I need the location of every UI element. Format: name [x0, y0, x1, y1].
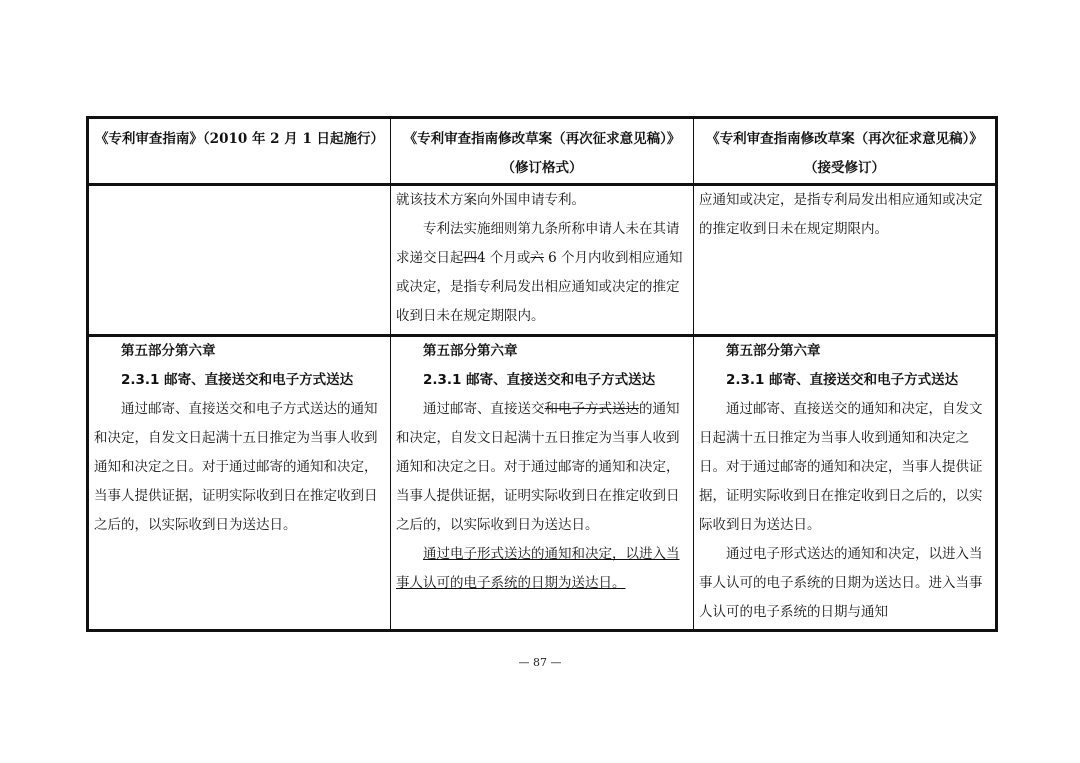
row2-tracked-heading2: 2.3.1 邮寄、直接送交和电子方式送达 [423, 372, 656, 388]
row1-tracked-cell [391, 185, 694, 336]
row2-original-cell [88, 336, 391, 631]
row1-tracked-para2 [396, 215, 688, 331]
row2-accepted-para2: 通过电子形式送达的通知和决定，以进入当事人认可的电子系统的日期为送达日。进入当事人认可的电子系统的日期与通知 [699, 546, 983, 620]
row1-tracked-para1: 就该技术方案向外国申请专利。 [396, 192, 585, 208]
row2-original-heading2: 2.3.1 邮寄、直接送交和电子方式送达 [121, 372, 354, 388]
header-revision-accepted: 《专利审查指南修改草案（再次征求意见稿）》（接受修订） [694, 118, 997, 185]
row1-tracked-text-b: 4 个月或 [477, 250, 531, 266]
row1-tracked-text-c: 6 个月内收到相应通知或决定，是指专利局发出相应通知或决定的推定收到日未在规定期限内。 [396, 250, 683, 324]
row2-tracked-para2 [396, 540, 688, 598]
header-revision-tracked: 《专利审查指南修改草案（再次征求意见稿）》（修订格式） [391, 118, 694, 185]
row2-tracked-text-a: 通过邮寄、直接送交 [423, 401, 545, 417]
row2-accepted-para1: 通过邮寄、直接送交的通知和决定，自发文日起满十五日推定为当事人收到通知和决定之日。对于通过邮寄的通知和决定，当事人提供证据，证明实际收到日在推定收到日之后的，以实际收到日为送达日。 [699, 401, 983, 533]
row2-original-heading1: 第五部分第六章 [121, 343, 216, 359]
row2-tracked-heading1: 第五部分第六章 [423, 343, 518, 359]
row2-tracked-inserted: 通过电子形式送达的通知和决定，以进入当事人认可的电子系统的日期为送达日。 [396, 546, 680, 591]
table-row [88, 185, 997, 336]
table-header-row [88, 118, 997, 185]
row1-accepted-cell [694, 185, 997, 336]
row2-accepted-heading1: 第五部分第六章 [726, 343, 821, 359]
row2-accepted-cell [694, 336, 997, 631]
row2-original-para1: 通过邮寄、直接送交和电子方式送达的通知和决定，自发文日起满十五日推定为当事人收到通知和决定之日。对于通过邮寄的通知和决定，当事人提供证据，证明实际收到日在推定收到日之后的，以实际收到日为送达日。 [94, 401, 378, 533]
row1-original-cell [88, 185, 391, 336]
row1-tracked-deleted-2: 六 [530, 250, 544, 266]
row2-tracked-text-b: 的通知和决定，自发文日起满十五日推定为当事人收到通知和决定之日。对于通过邮寄的通知和决定，当事人提供证据，证明实际收到日在推定收到日之后的，以实际收到日为送达日。 [396, 401, 680, 533]
row2-tracked-para1 [396, 395, 688, 540]
header-original: 《专利审查指南》（2010 年 2 月 1 日起施行） [88, 118, 391, 185]
row1-accepted-para1: 应通知或决定，是指专利局发出相应通知或决定的推定收到日未在规定期限内。 [699, 192, 983, 237]
page-number: — 87 — [518, 656, 562, 669]
comparison-table [86, 116, 998, 632]
row2-accepted-heading2: 2.3.1 邮寄、直接送交和电子方式送达 [726, 372, 959, 388]
row2-tracked-deleted: 和电子方式送达 [544, 401, 639, 417]
row2-tracked-cell [391, 336, 694, 631]
table-row [88, 336, 997, 631]
row1-tracked-deleted-1: 四 [463, 250, 477, 266]
row1-tracked-text-a: 专利法实施细则第九条所称申请人未在其请求递交日起 [396, 221, 680, 266]
